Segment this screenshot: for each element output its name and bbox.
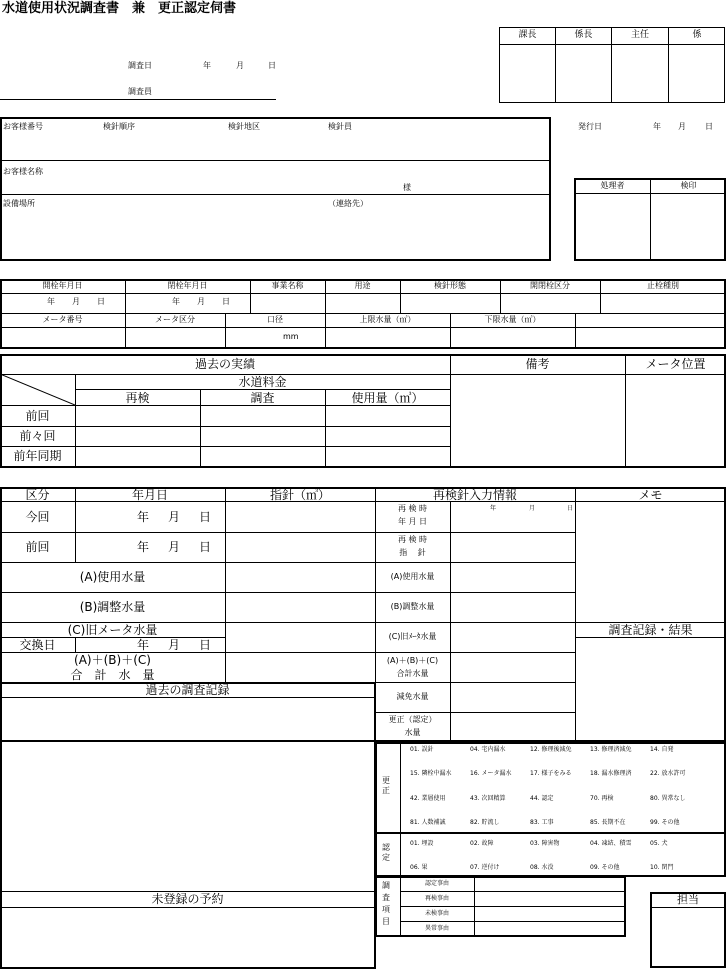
meter-number-header: メータ番号 [42, 315, 83, 324]
code-42: 42. 業層使用 [410, 795, 446, 802]
code-43: 43. 次回精算 [470, 795, 506, 802]
exchange-date-label: 交換日 [19, 638, 56, 652]
survey-month: 月 [236, 61, 244, 70]
reading-form-header: 検針形態 [434, 281, 466, 290]
surveyor-label: 調査員 [128, 87, 152, 96]
open-month: 月 [72, 297, 80, 306]
open-year: 年 [47, 297, 55, 306]
r-old-c-label: (C)旧ﾒｰﾀ水量 [388, 632, 437, 641]
survey-item-recognition: 認定事由 [424, 880, 449, 887]
recheck-time-label-2: 年 月 日 [397, 517, 428, 526]
r-sum-formula: (A)＋(B)＋(C) [386, 656, 439, 665]
code-83: 83. 工事 [530, 819, 554, 826]
survey-year: 年 [203, 61, 211, 70]
code-13: 13. 修理済減免 [590, 746, 632, 753]
code-82: 82. 貯流し [470, 819, 500, 826]
meter-class-header: メータ区分 [155, 315, 195, 324]
remarks-label: 備考 [525, 357, 550, 371]
past-results-title: 過去の実績 [194, 357, 255, 371]
water-fee-label: 水道料金 [238, 375, 287, 389]
approval-header-kakaricho: 係長 [574, 30, 593, 40]
handler-label: 処理者 [600, 181, 625, 190]
row-previous: 前回 [25, 409, 50, 423]
correction-volume-label-1: 更正（認定） [388, 715, 437, 724]
survey-item-abnormal: 異常事由 [424, 925, 449, 932]
rcode-02: 02. 故障 [470, 840, 494, 847]
row-current: 今回 [25, 510, 50, 524]
row-last-year: 前年同期 [13, 449, 62, 463]
lower-volume-header: 下限水量（㎥） [484, 315, 541, 324]
code-15: 15. 隣栓中漏水 [410, 770, 452, 777]
rcode-09: 09. その他 [590, 864, 620, 871]
correction-label: 更正 [382, 776, 390, 796]
stop-type-header: 止栓種別 [647, 281, 679, 290]
location-label: 設備場所 [3, 199, 35, 208]
past-survey-box [0, 682, 376, 969]
code-16: 16. メータ漏水 [470, 770, 512, 777]
recheck-day: 日 [567, 505, 574, 512]
issue-year: 年 [653, 122, 661, 131]
prev-year: 年 [137, 540, 150, 554]
approval-header-kacho: 課長 [518, 30, 537, 40]
meter-reader-label: 検針員 [328, 122, 352, 131]
tantou-label: 担当 [677, 893, 699, 906]
current-day: 日 [199, 510, 212, 524]
code-80: 80. 異常なし [650, 795, 686, 802]
open-date-header: 開栓年月日 [42, 281, 83, 290]
seal-label: 検印 [680, 181, 697, 190]
code-99: 99. その他 [650, 819, 680, 826]
code-14: 14. 自発 [650, 746, 674, 753]
code-70: 70. 再検 [590, 795, 614, 802]
close-day: 日 [222, 297, 230, 306]
reduction-volume-label: 減免水量 [396, 692, 429, 701]
code-12: 12. 修理後減免 [530, 746, 572, 753]
survey-item-recheck: 再検事由 [424, 895, 449, 902]
rcode-04: 04. 凍結、積雪 [590, 840, 632, 847]
rcode-01: 01. 埋設 [410, 840, 434, 847]
survey-result-label: 調査記録・結果 [608, 623, 693, 637]
code-22: 22. 放水許可 [650, 770, 686, 777]
code-85: 85. 長期不在 [590, 819, 626, 826]
usage-a-label: (A)使用水量 [79, 570, 146, 584]
past-survey-title: 過去の調査記録 [145, 683, 230, 697]
reading-area-label: 検針地区 [228, 122, 260, 131]
issue-day: 日 [705, 122, 713, 131]
rcode-08: 08. 水没 [530, 864, 554, 871]
diameter-header: 口径 [267, 315, 283, 324]
survey-item-unchecked: 未検事由 [424, 910, 449, 917]
close-date-header: 閉栓年月日 [167, 281, 208, 290]
r-usage-a-label: (A)使用水量 [390, 572, 435, 581]
header-memo: メモ [638, 488, 663, 502]
open-day: 日 [97, 297, 105, 306]
code-18: 18. 漏水修理済 [590, 770, 632, 777]
r-adjust-b-label: (B)調整水量 [390, 602, 435, 611]
code-17: 17. 様子をみる [530, 770, 572, 777]
business-name-header: 事業名称 [271, 281, 304, 290]
survey-date-label: 調査日 [128, 61, 152, 70]
col-survey: 調査 [250, 391, 275, 405]
adjust-b-label: (B)調整水量 [79, 600, 146, 614]
sum-volume-label: 合 計 水 量 [70, 668, 155, 682]
correction-volume-label-2: 水量 [404, 728, 421, 737]
rcode-10: 10. 閉門 [650, 864, 674, 871]
exchange-year: 年 [137, 638, 150, 652]
col-recheck: 再検 [125, 391, 150, 405]
approval-header-shunin: 主任 [630, 30, 649, 40]
unregistered-title: 未登録の予約 [151, 892, 224, 906]
recheck-year: 年 [490, 505, 497, 512]
current-year: 年 [137, 510, 150, 524]
past-results-table [0, 354, 726, 468]
customer-number-label: お客様番号 [3, 122, 43, 131]
code-81: 81. 人数補誠 [410, 819, 446, 826]
sum-formula-label: (A)＋(B)＋(C) [74, 653, 151, 667]
open-close-type-header: 開閉栓区分 [530, 281, 570, 290]
issue-month: 月 [678, 122, 686, 131]
usage-type-header: 用途 [354, 281, 371, 290]
code-04: 04. 宅内漏水 [470, 746, 506, 753]
rcode-07: 07. 逆付け [470, 864, 500, 871]
survey-items-label: 調査項目 [382, 881, 390, 926]
col-usage: 使用量（㎥） [351, 391, 424, 405]
old-meter-c-label: (C)旧メータ水量 [67, 623, 158, 637]
code-44: 44. 認定 [530, 795, 554, 802]
recheck-pointer-label-1: 再 検 時 [397, 535, 428, 544]
row-prev: 前回 [25, 540, 50, 554]
header-category: 区分 [25, 488, 50, 502]
prev-month: 月 [168, 540, 181, 554]
contact-label: （連絡先） [328, 199, 368, 208]
rcode-06: 06. 果 [410, 864, 428, 871]
survey-day: 日 [268, 61, 276, 70]
upper-volume-header: 上限水量（㎥） [359, 315, 416, 324]
rcode-03: 03. 障害物 [530, 840, 560, 847]
customer-box [0, 117, 551, 261]
diameter-unit: mm [283, 332, 299, 341]
recheck-time-label-1: 再 検 時 [397, 504, 428, 513]
close-month: 月 [197, 297, 205, 306]
issue-date-label: 発行日 [578, 122, 602, 131]
customer-name-label: お客様名称 [3, 167, 43, 176]
header-pointer: 指針（㎥） [269, 488, 330, 502]
code-01: 01. 誤針 [410, 746, 434, 753]
honorific-sama: 様 [403, 183, 411, 192]
exchange-day: 日 [199, 638, 212, 652]
recognition-label: 認定 [382, 843, 390, 863]
approval-header-kakari: 係 [692, 30, 702, 40]
r-sum-label: 合計水量 [396, 669, 429, 678]
recheck-month: 月 [529, 505, 536, 512]
row-before-previous: 前々回 [19, 429, 56, 443]
recheck-pointer-label-2: 指 針 [399, 548, 426, 557]
exchange-month: 月 [168, 638, 181, 652]
reading-order-label: 検針順序 [103, 122, 135, 131]
prev-day: 日 [199, 540, 212, 554]
header-recheck-info: 再検針入力情報 [432, 488, 517, 502]
code-table [375, 742, 726, 877]
rcode-05: 05. 犬 [650, 840, 668, 847]
meter-position-label: メータ位置 [645, 357, 706, 371]
page-title: 水道使用状況調査書 兼 更正認定伺書 [2, 1, 237, 16]
close-year: 年 [172, 297, 180, 306]
diagonal-slash [0, 374, 75, 406]
current-month: 月 [168, 510, 181, 524]
header-date: 年月日 [131, 488, 168, 502]
